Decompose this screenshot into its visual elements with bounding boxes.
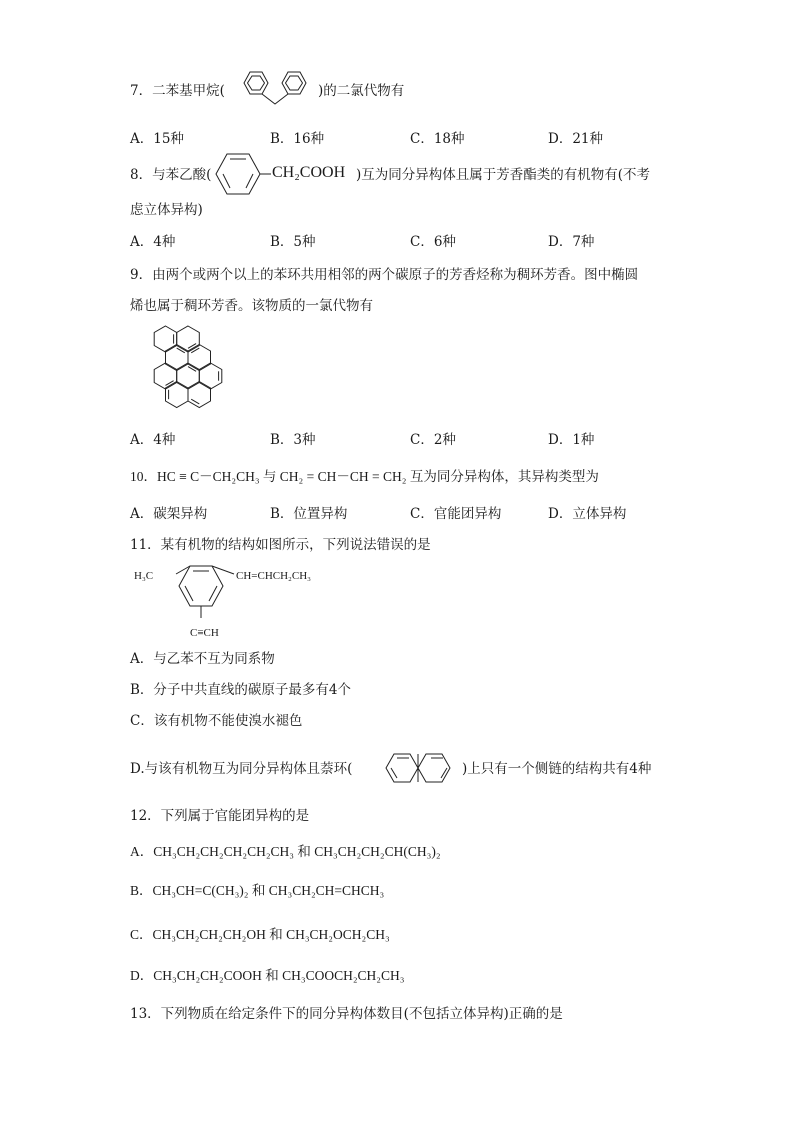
- benzene-ring-structure: [213, 152, 265, 198]
- q11-option-c[interactable]: C．该有机物不能使溴水褪色: [130, 713, 303, 729]
- q8-option-c[interactable]: C．6种: [410, 234, 456, 250]
- q8-side-group: CH₂COOH: [272, 164, 346, 181]
- q12-stem: 12．下列属于官能团异构的是: [130, 808, 310, 824]
- q11-option-b[interactable]: B．分子中共直线的碳原子最多有4个: [130, 682, 352, 698]
- q11-option-d-post[interactable]: )上只有一个侧链的结构共有4种: [462, 761, 652, 777]
- q11-substituent-bottom: C≡CH: [190, 627, 219, 639]
- q8-stem-post: )互为同分异构体且属于芳香酯类的有机物有(不考: [356, 167, 651, 183]
- q11-stem: 11．某有机物的结构如图所示，下列说法错误的是: [130, 537, 431, 553]
- q9-option-d[interactable]: D．1种: [548, 432, 595, 448]
- q11-substituent-left: H₃C: [134, 570, 154, 582]
- q11-molecule-structure: [150, 562, 250, 634]
- q9-stem-line1: 9．由两个或两个以上的苯环共用相邻的两个碳原子的芳香烃称为稠环芳香。图中椭圆: [130, 267, 639, 283]
- q8-stem-line2: 虑立体异构): [130, 202, 203, 218]
- q8-stem-pre: 8．与苯乙酸(: [130, 167, 212, 183]
- q12-option-b[interactable]: B．CH₃CH=C(CH₃)₂ 和 CH₃CH₂CH=CHCH₃: [130, 883, 385, 898]
- q7-option-b[interactable]: B．16种: [270, 131, 325, 147]
- diphenylmethane-structure: [236, 68, 316, 112]
- q10-option-c[interactable]: C．官能团异构: [410, 506, 502, 522]
- naphthalene-structure: [382, 742, 458, 794]
- q10-option-a[interactable]: A．碳架异构: [130, 506, 208, 522]
- q9-option-c[interactable]: C．2种: [410, 432, 456, 448]
- q7-option-d[interactable]: D．21种: [548, 131, 604, 147]
- q9-option-b[interactable]: B．3种: [270, 432, 316, 448]
- q8-option-b[interactable]: B．5种: [270, 234, 316, 250]
- q11-substituent-right: CH=CHCH₂CH₃: [236, 570, 311, 582]
- q11-option-d-pre[interactable]: D.与该有机物互为同分异构体且萘环(: [130, 761, 353, 777]
- polycyclic-aromatic-structure: [138, 322, 238, 418]
- q7-option-a[interactable]: A．15种: [130, 131, 184, 147]
- q9-stem-line2: 烯也属于稠环芳香。该物质的一氯代物有: [130, 298, 373, 314]
- q10-stem: 10．HC ≡ C－CH₂CH₃ 与 CH₂ = CH－CH = CH₂ 互为同分异构体，其异构类型为: [130, 469, 599, 484]
- q8-option-d[interactable]: D．7种: [548, 234, 595, 250]
- q12-option-c[interactable]: C．CH₃CH₂CH₂CH₂OH 和 CH₃CH₂OCH₂CH₃: [130, 927, 390, 942]
- q7-option-c[interactable]: C．18种: [410, 131, 465, 147]
- q8-option-a[interactable]: A．4种: [130, 234, 176, 250]
- q7-stem-post: )的二氯代物有: [318, 83, 405, 99]
- q7-stem-pre: 7．二苯基甲烷(: [130, 83, 225, 99]
- q12-option-a[interactable]: A．CH₃CH₂CH₂CH₂CH₂CH₃ 和 CH₃CH₂CH₂CH(CH₃)₂: [130, 844, 441, 859]
- q13-stem: 13．下列物质在给定条件下的同分异构体数目(不包括立体异构)正确的是: [130, 1006, 563, 1022]
- q10-option-b[interactable]: B．位置异构: [270, 506, 348, 522]
- q10-option-d[interactable]: D．立体异构: [548, 506, 627, 522]
- q12-option-d[interactable]: D．CH₃CH₂CH₂COOH 和 CH₃COOCH₂CH₂CH₃: [130, 968, 405, 983]
- q9-option-a[interactable]: A．4种: [130, 432, 176, 448]
- q11-option-a[interactable]: A．与乙苯不互为同系物: [130, 651, 275, 667]
